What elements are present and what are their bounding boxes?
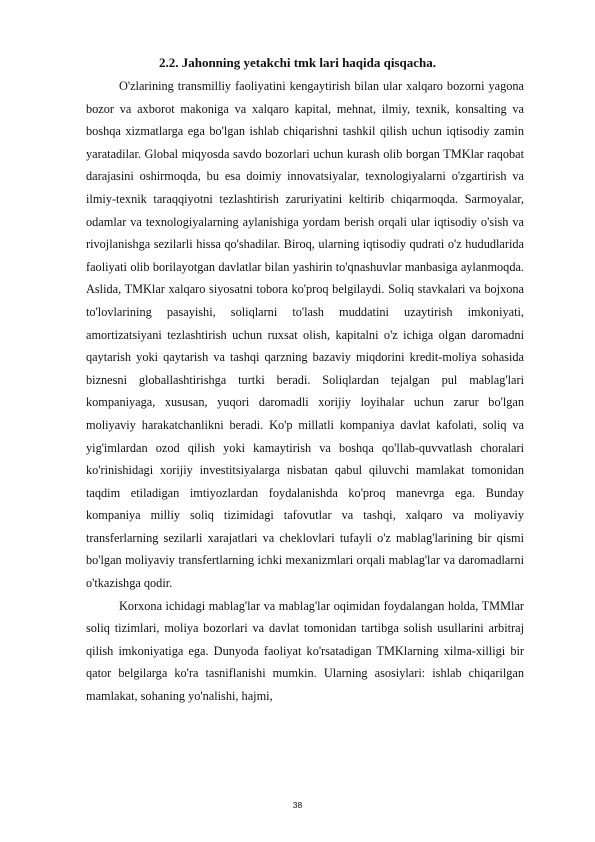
paragraph-2: Korxona ichidagi mablag'lar va mablag'lar oqimidan foydalangan holda, TMMlar soliq tizimlari, moliya bozorlari va davlat tomonidan tartibga solish usullarini arbitraj qilish imkoniyatiga ega. Dunyoda faoliyat ko'rsatadigan TMKlarning xilma-xilligi bir qator belgilarga ko'ra tasniflanishi mumkin. Ularning asosiylari: ishlab chiqarilgan mamlakat, sohaning yo'nalishi, hajmi, xyxy=(86,598,524,704)
section-heading: 2.2. Jahonning yetakchi tmk lari haqida qisqacha. xyxy=(158,55,437,70)
paragraph-1: O'zlarining transmilliy faoliyatini kengaytirish bilan ular xalqaro bozorni yagona bozor va axborot makoniga va xalqaro kapital, mehnat, ilmiy, texnik, konsalting va boshqa xizmatlarga ega bo'lgan ishlab chiqarishni tashkil qilish uchun iqtisodiy zamin yaratadilar. Global miqyosda savdo bozorlari uchun kurash olib borgan TMKlar raqobat darajasini oshirmoqda, bu esa doimiy innovatsiyalar, texnologiyalarni o'zgartirish va ilmiy-texnik taraqqiyotni tezlashtirish zaruriyatini keltirib chiqarmoqda. Sarmoyalar, odamlar va texnologiyalarning aylanishiga yordam berish orqali ular iqtisodiy o'sish va rivojlanishga sezilarli hissa qo'shadilar. Biroq, ularning iqtisodiy qudrati o'z hududlarida faoliyati olib borilayotgan davlatlar bilan yashirin to'qnashuvlar manbasiga aylanmoqda. Aslida, TMKlar xalqaro siyosatni tobora ko'proq belgilaydi. Soliq stavkalari va bojxona to'lovlarining pasayishi, soliqlarni to'lash muddatini uzaytirish imkoniyati, amortizatsiyani tezlashtirish uchun ruxsat olish, kapitalni o'z ichiga olgan daromadni qaytarish yoki qaytarish va tashqi qarzning bazaviy miqdorini kredit-moliya sohasida biznesni globallashtirishga turtki beradi. Soliqlardan tejalgan pul mablag'lari kompaniyaga, xususan, yuqori daromadli xorijiy loyihalar uchun zarur bo'lgan moliyaviy harakatchanlikni beradi. Ko'p millatli kompaniya davlat kafolati, soliq va yig'imlardan ozod qilish yoki kamaytirish va boshqa qo'llab-quvvatlash choralari ko'rinishidagi xorijiy investitsiyalarga nisbatan qabul qiluvchi mamlakat tomonidan taqdim etiladigan imtiyozlardan foydalanishda ko'proq manevrga ega. Bunday kompaniya milliy soliq tizimidagi tafovutlar va tashqi, xalqaro va moliyaviy transferlarning sezilarli xarajatlari va cheklovlari tufayli o'z mablag'larining bir qismi bo'lgan moliyaviy transfertlarning ichki mexanizmlari orqali mablag'lar va daromadlarni o'tkazishga qodir. xyxy=(86,79,524,591)
page-number: 38 xyxy=(292,800,303,810)
body-text xyxy=(86,75,524,708)
